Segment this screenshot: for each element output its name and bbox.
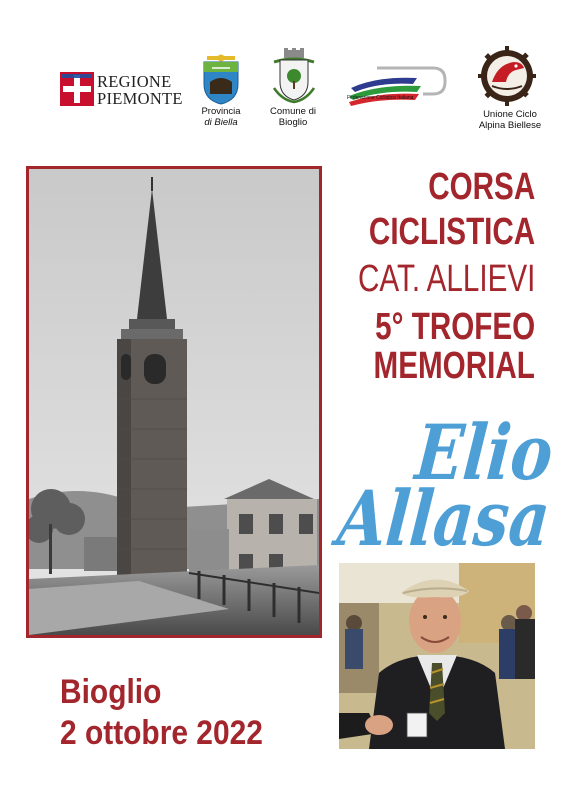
ucab-logo bbox=[478, 46, 536, 108]
honoree-portrait-photo bbox=[339, 563, 535, 749]
ucab-line2: Alpina Biellese bbox=[478, 119, 542, 131]
provincia-biella-logo bbox=[198, 54, 244, 106]
ucab-name bbox=[470, 110, 550, 132]
regione-line1: REGIONE bbox=[97, 72, 172, 91]
regione-emblem-icon bbox=[60, 72, 94, 106]
ucab-gear-eagle-icon bbox=[478, 46, 536, 108]
title-line-1: CORSA bbox=[427, 166, 535, 208]
provincia-name bbox=[196, 107, 246, 129]
comune-name bbox=[263, 107, 323, 129]
comune-bioglio-logo bbox=[272, 48, 316, 104]
title-line-3: CAT. ALLIEVI bbox=[357, 258, 535, 300]
title-line-5: MEMORIAL bbox=[373, 345, 535, 387]
comune-crest-icon bbox=[272, 48, 316, 104]
comune-line1: Comune di bbox=[270, 106, 316, 117]
honoree-portrait-illustration bbox=[339, 563, 535, 749]
regione-name bbox=[97, 73, 183, 107]
provincia-crest-icon bbox=[198, 54, 244, 106]
honoree-first-name: Elio bbox=[412, 408, 557, 497]
comune-line2: Bioglio bbox=[278, 116, 308, 128]
event-place: Bioglio bbox=[60, 673, 162, 711]
fci-swoosh-icon bbox=[347, 66, 447, 112]
title-line-2: CICLISTICA bbox=[368, 211, 535, 253]
provincia-line2: di Biella bbox=[204, 116, 238, 128]
ucab-line1: Unione Ciclo bbox=[483, 109, 537, 120]
regione-piemonte-logo bbox=[60, 72, 183, 108]
regione-line2: PIEMONTE bbox=[97, 89, 183, 108]
event-date: 2 ottobre 2022 bbox=[60, 714, 263, 752]
title-line-4: 5° TROFEO bbox=[374, 306, 535, 348]
bell-tower-photo bbox=[26, 166, 322, 638]
provincia-line1: Provincia bbox=[201, 106, 241, 117]
federazione-logo bbox=[347, 66, 447, 112]
federazione-name: Federazione Ciclistica Italiana bbox=[347, 95, 414, 101]
bell-tower-illustration bbox=[29, 169, 319, 635]
honoree-last-name: Allasa bbox=[334, 474, 554, 563]
